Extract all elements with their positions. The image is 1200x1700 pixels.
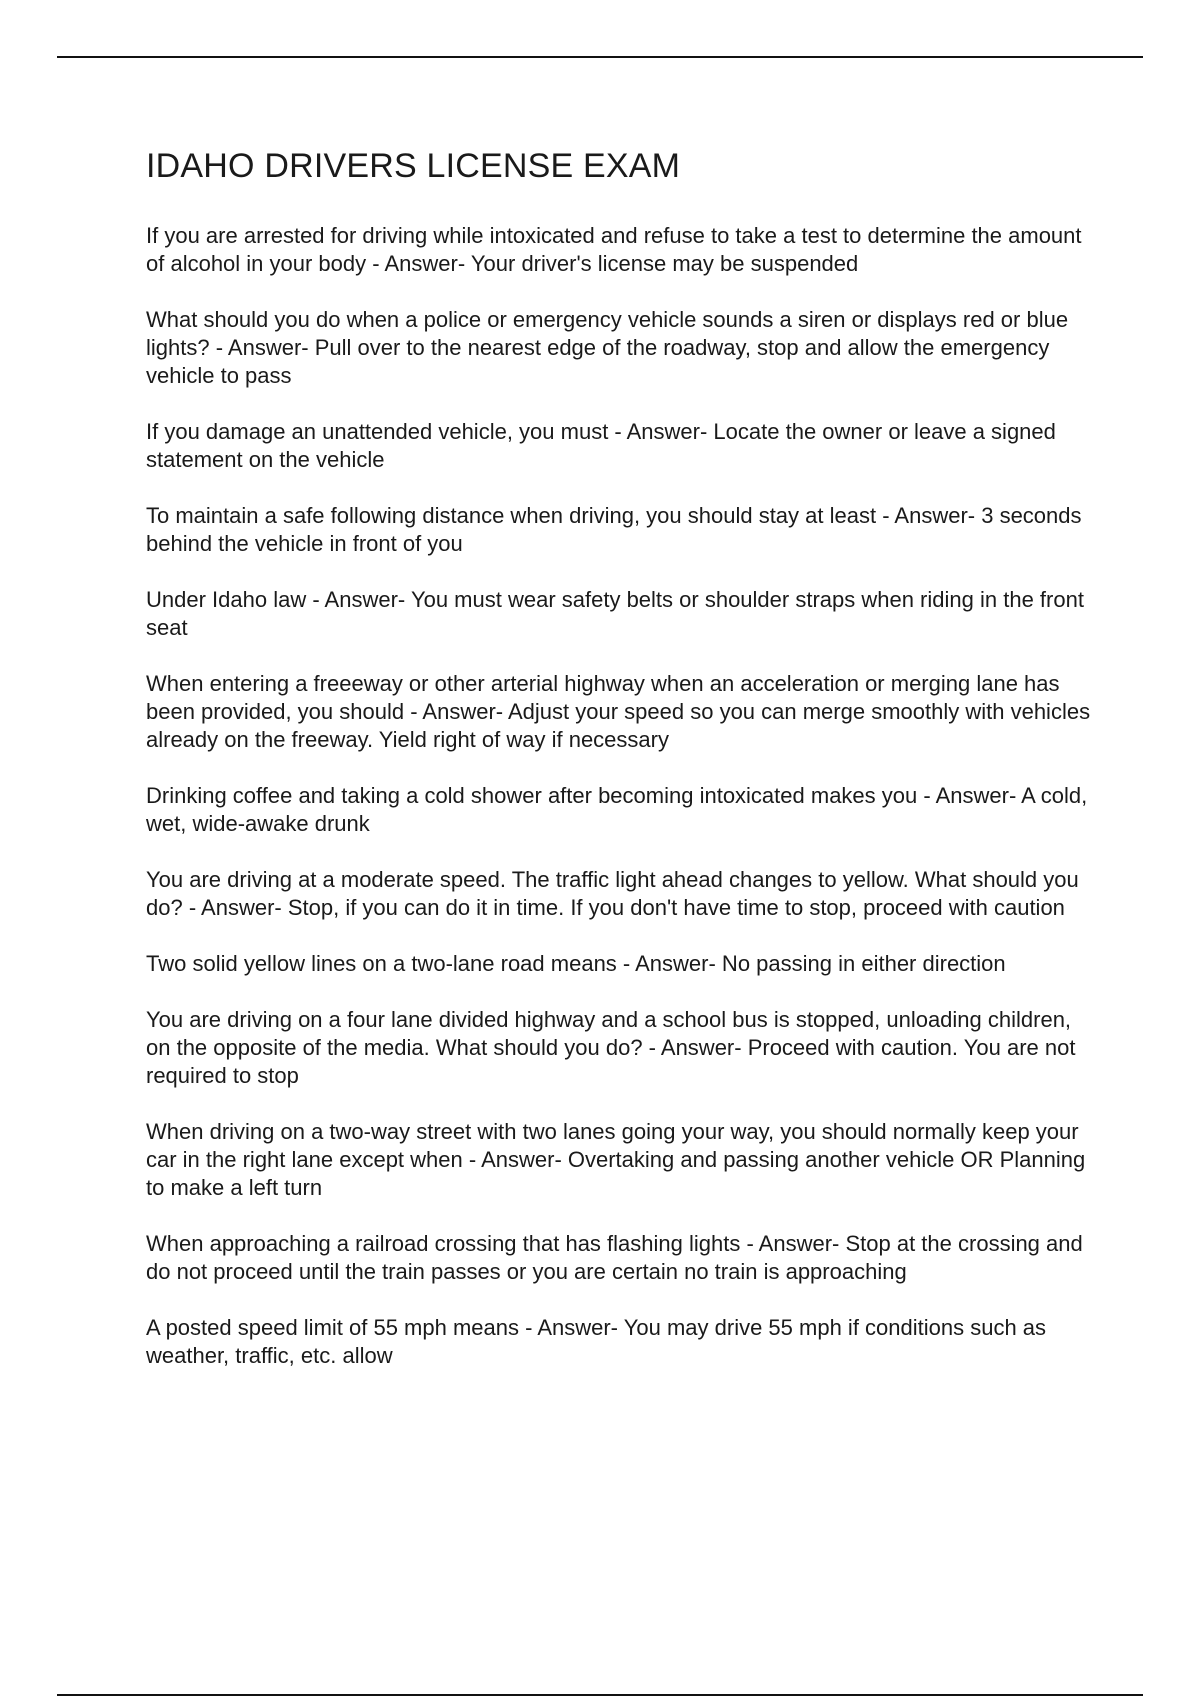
top-rule [57, 56, 1143, 58]
document-title: IDAHO DRIVERS LICENSE EXAM [146, 147, 681, 185]
qa-item: Drinking coffee and taking a cold shower after becoming intoxicated makes you - Answer- A cold, wet, wide-awake drunk [146, 783, 1088, 836]
qa-item: If you are arrested for driving while intoxicated and refuse to take a test to determine the amount of alcohol in your body - Answer- Your driver's license may be suspended [146, 223, 1082, 276]
qa-item: You are driving on a four lane divided highway and a school bus is stopped, unloading children, on the opposite of the media. What should you do? - Answer- Proceed with caution. You are not required to stop [146, 1007, 1076, 1088]
qa-item: You are driving at a moderate speed. The traffic light ahead changes to yellow. What should you do? - Answer- Stop, if you can do it in time. If you don't have time to stop, proceed with caution [146, 867, 1079, 920]
qa-item: To maintain a safe following distance when driving, you should stay at least - Answer- 3 seconds behind the vehicle in front of you [146, 503, 1082, 556]
bottom-rule [57, 1694, 1143, 1696]
qa-item: What should you do when a police or emergency vehicle sounds a siren or displays red or blue lights? - Answer- Pull over to the nearest edge of the roadway, stop and allow the emergency vehicle to pass [146, 307, 1069, 388]
qa-item: A posted speed limit of 55 mph means - Answer- You may drive 55 mph if conditions such as weather, traffic, etc. allow [146, 1315, 1047, 1368]
qa-item: Two solid yellow lines on a two-lane road means - Answer- No passing in either direction [146, 951, 1006, 976]
qa-item: When approaching a railroad crossing that has flashing lights - Answer- Stop at the crossing and do not proceed until the train passes or you are certain no train is approaching [146, 1231, 1083, 1284]
qa-item: When entering a freeeway or other arterial highway when an acceleration or merging lane has been provided, you should - Answer- Adjust your speed so you can merge smoothly with vehicles already on the freeway. Yield right of way if necessary [146, 671, 1091, 752]
document-body [146, 140, 1096, 1398]
qa-item: When driving on a two-way street with two lanes going your way, you should normally keep your car in the right lane except when - Answer- Overtaking and passing another vehicle OR Planning to make a left turn [146, 1119, 1086, 1200]
qa-item: If you damage an unattended vehicle, you must - Answer- Locate the owner or leave a signed statement on the vehicle [146, 419, 1056, 472]
qa-item: Under Idaho law - Answer- You must wear safety belts or shoulder straps when riding in the front seat [146, 587, 1084, 640]
